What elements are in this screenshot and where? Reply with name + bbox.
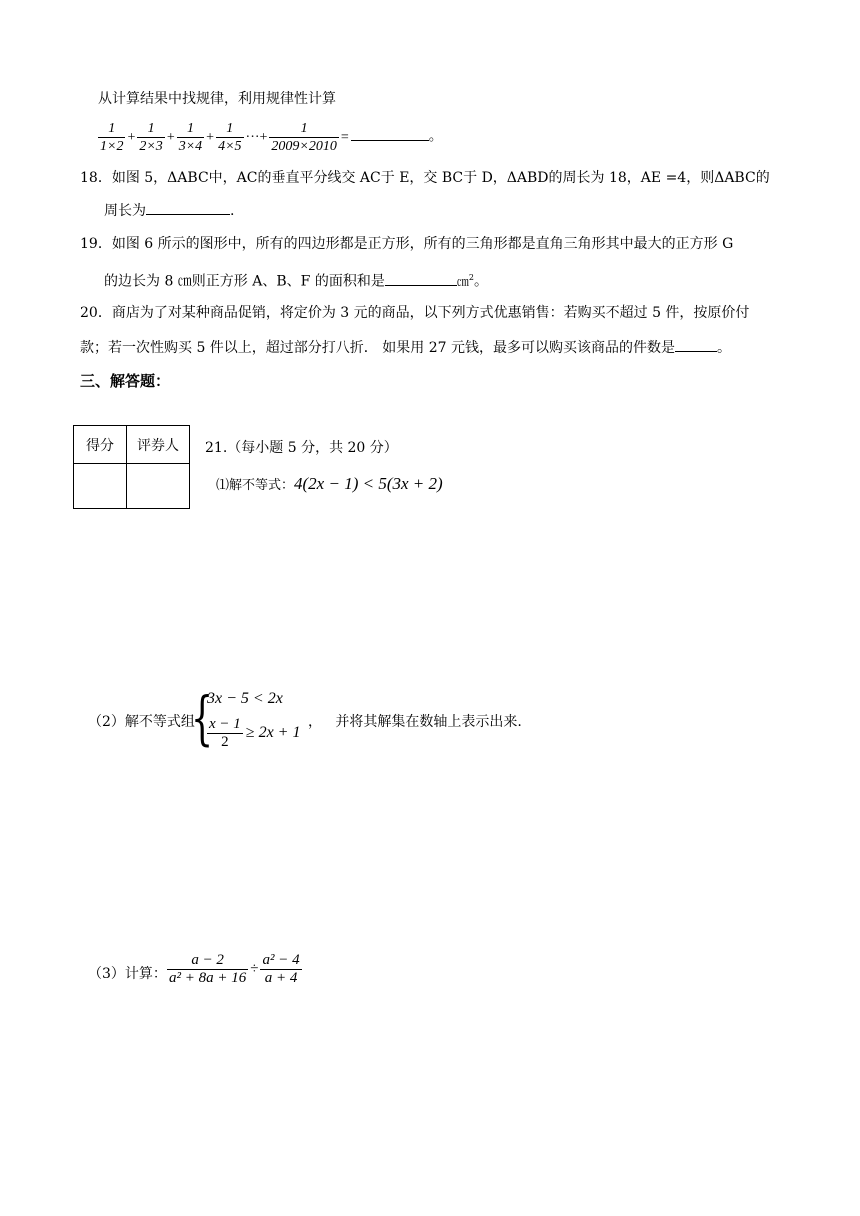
q19-line1: 19．如图 6 所示的图形中，所有的四边形都是正方形，所有的三角形都是直角三角形其中最大的正方形 G	[80, 236, 734, 252]
fraction: $\frac{1}{4\times 5}$	[218, 121, 242, 154]
q17-intro: 从计算结果中找规律，利用规律性计算	[98, 91, 336, 107]
left-brace: {	[191, 684, 214, 752]
q21-part3-expr: $\frac{a - 2}{\text{a² + 8a + 16}}$ ÷ $\frac{\text{a² − 4}}{a + 4}$	[169, 952, 300, 986]
q21-part2-eq2: $\frac{x - 1}{2}$ ≥ 2x + 1	[209, 716, 301, 750]
fraction: $\frac{1}{2\times 3}$	[139, 121, 163, 154]
fraction: $\frac{1}{1\times 2}$	[100, 121, 124, 154]
q21-part1-expr: 4(2x − 1) < 5(3x + 2)	[294, 474, 443, 493]
q21-title: 21.（每小题 5 分，共 20 分）	[205, 440, 398, 456]
answer-blank[interactable]	[146, 214, 230, 215]
grader-header: 评券人	[127, 426, 190, 464]
answer-blank[interactable]	[385, 285, 457, 286]
q20-line1: 20．商店为了对某种商品促销，将定价为 3 元的商品，以下列方式优惠销售：若购买不超过 5 件，按原价付	[80, 305, 750, 321]
score-header: 得分	[74, 426, 127, 464]
fraction: $\frac{1}{2009\times 2010}$	[271, 121, 337, 154]
q19-line2: 的边长为 8 ㎝则正方形 A、B、F 的面积和是 ㎝$^2$。	[104, 273, 488, 290]
section-title: 三、解答题：	[80, 372, 171, 390]
q21-part1: ⑴解不等式：4(2x − 1) < 5(3x + 2)	[216, 474, 443, 493]
q21-part3-label: （3）计算：	[88, 966, 167, 982]
q21-part2-suffix: ， 并将其解集在数轴上表示出来.	[308, 714, 522, 730]
q20-line2: 款；若一次性购买 5 件以上，超过部分打八折． 如果用 27 元钱，最多可以购买该商品的件数是 。	[80, 340, 731, 356]
q21-part2-label: （2）解不等式组	[88, 714, 195, 730]
q17-series: $\frac{1}{1\times 2}$ + $\frac{1}{2\times 3}$ + $\frac{1}{3\times 4}$ + $\frac{1}{4\times 5}$ ···+ $\frac{1}{2009\times 2010}$ = 。	[100, 121, 443, 154]
score-table	[73, 425, 190, 509]
q18-line1: 18．如图 5，ΔABC中，AC的垂直平分线交 AC于 E，交 BC于 D，ΔABD的周长为 18，AE =4，则ΔABC的	[80, 170, 770, 186]
q18-line2: 周长为 .	[104, 203, 235, 219]
q21-part2-eq1: 3x − 5 < 2x	[207, 690, 283, 707]
answer-blank[interactable]	[675, 351, 717, 352]
answer-blank[interactable]	[351, 140, 429, 141]
score-cell[interactable]	[74, 464, 127, 509]
grader-cell[interactable]	[127, 464, 190, 509]
fraction: $\frac{1}{3\times 4}$	[178, 121, 203, 154]
